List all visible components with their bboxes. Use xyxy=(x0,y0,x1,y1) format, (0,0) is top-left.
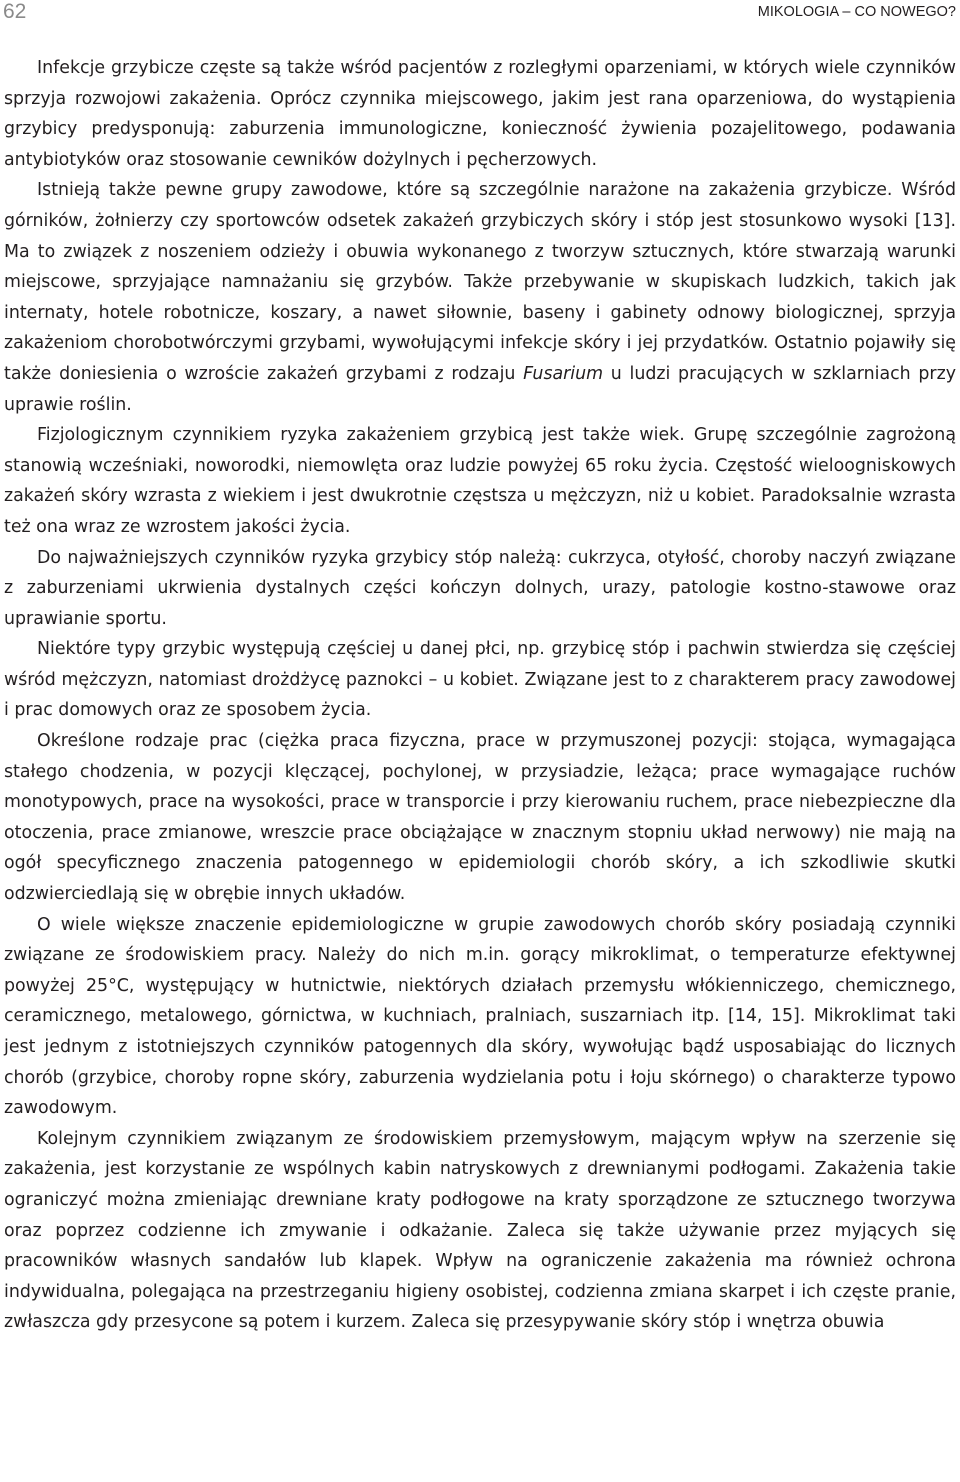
paragraph-work-types: Określone rodzaje prac (ciężka praca fizyczna, prace w przymuszonej pozycji: stojąca, wymagająca stałego chodzenia, w pozycji klęczącej, pochylonej, w przysiadzie, leżąca; prace wymagające ruchów monotypowych, prace na wysokości, prace w transporcie i przy kierowaniu ruchem, prace niebezpieczne dla otoczenia, prace zmianowe, wreszcie prace obciążające w znacznym stopniu układ nerwowy) nie mają na ogół specyficznego znaczenia patogennego w epidemiologii chorób skóry, a ich szkodliwie skutki odzwierciedlają się w obrębie innych układów. xyxy=(4,731,956,905)
running-head: MIKOLOGIA – CO NOWEGO? xyxy=(757,4,956,20)
paragraph-sex-differences: Niektóre typy grzybic występują częściej u danej płci, np. grzybicę stóp i pachwin stwierdza się częściej wśród mężczyzn, natomiast drożdżycę paznokci – u kobiet. Związane jest to z charakterem pracy zawodowej i prac domowych oraz ze sposobem życia. xyxy=(4,639,956,721)
page-header xyxy=(0,0,960,28)
genus-name: Fusarium xyxy=(523,363,604,384)
paragraph-occupational-groups: Istnieją także pewne grupy zawodowe, które są szczególnie narażone na zakażenia grzybicze. Wśród górników, żołnierzy czy sportowców odsetek zakażeń grzybiczych skóry i stóp jest stosunkowo wysoki [13]. Ma to związek z noszeniem odzieży i obuwia wykonanego z tworzyw sztucznych, które stwarzają warunki miejscowe, sprzyjające namnażaniu się grzybów. Także przebywanie w skupiskach ludzkich, takich jak internaty, hotele robotnicze, koszary, a nawet siłownie, baseny i gabinety odnowy biologicznej, sprzyja zakażeniom chorobotwórczymi grzybami, wywołującymi infekcje skóry i jej przydatków. Ostatnio pojawiły się także doniesienia o wzroście zakażeń grzybami z rodzaju Fusarium u ludzi pracujących w szklarniach przy uprawie roślin. xyxy=(4,180,956,415)
article-body xyxy=(4,53,956,1338)
paragraph-burn-patients: Infekcje grzybicze częste są także wśród pacjentów z rozległymi oparzeniami, w których wiele czynników sprzyja rozwojowi zakażenia. Oprócz czynnika miejscowego, jakim jest rana oparzeniowa, do wystąpienia grzybicy predysponują: zaburzenia immunologiczne, konieczność żywienia pozajelitowego, podawania antybiotyków oraz stosowanie cewników dożylnych i pęcherzowych. xyxy=(4,58,956,170)
paragraph-foot-risk-factors: Do najważniejszych czynników ryzyka grzybicy stóp należą: cukrzyca, otyłość, choroby naczyń związane z zaburzeniami ukrwienia dystalnych części kończyn dolnych, urazy, patologie kostno-stawowe oraz uprawianie sportu. xyxy=(4,547,956,629)
page-number: 62 xyxy=(3,0,27,23)
paragraph-shower-cabins: Kolejnym czynnikiem związanym ze środowiskiem przemysłowym, mającym wpływ na szerzenie się zakażenia, jest korzystanie ze wspólnych kabin natryskowych z drewnianymi podłogami. Zakażenia takie ograniczyć można zmieniając drewniane kraty podłogowe na kraty sporządzone ze sztucznego tworzywa oraz poprzez codzienne ich zmywanie i odkażanie. Zaleca się także używanie przez myjących się pracowników własnych sandałów lub klapek. Wpływ na ograniczenie zakażenia ma również ochrona indywidualna, polegająca na przestrzeganiu higieny osobistej, codzienna zmiana skarpet i ich częste pranie, zwłaszcza gdy przesycone są potem i kurzem. Zaleca się przesypywanie skóry stóp i wnętrza obuwia xyxy=(4,1128,956,1333)
paragraph-age-factor: Fizjologicznym czynnikiem ryzyka zakażeniem grzybicą jest także wiek. Grupę szczególnie zagrożoną stanowią wcześniaki, noworodki, niemowlęta oraz ludzie powyżej 65 roku życia. Częstość wieloogniskowych zakażeń skóry wzrasta z wiekiem i jest dwukrotnie częstsza u mężczyzn, niż u kobiet. Paradoksalnie wzrasta też ona wraz ze wzrostem jakości życia. xyxy=(4,425,956,537)
paragraph-work-environment: O wiele większe znaczenie epidemiologiczne w grupie zawodowych chorób skóry posiadają czynniki związane ze środowiskiem pracy. Należy do nich m.in. gorący mikroklimat, o temperaturze efektywnej powyżej 25°C, występujący w hutnictwie, niektórych działach przemysłu włókienniczego, chemicznego, ceramicznego, metalowego, górnictwa, w kuchniach, pralniach, suszarniach itp. [14, 15]. Mikroklimat taki jest jednym z istotniejszych czynników patogennych dla skóry, wywołując bądź usposabiając do licznych chorób (grzybice, choroby ropne skóry, zaburzenia wydzielania potu i łoju skórnego) o charakterze typowo zawodowym. xyxy=(4,914,956,1119)
